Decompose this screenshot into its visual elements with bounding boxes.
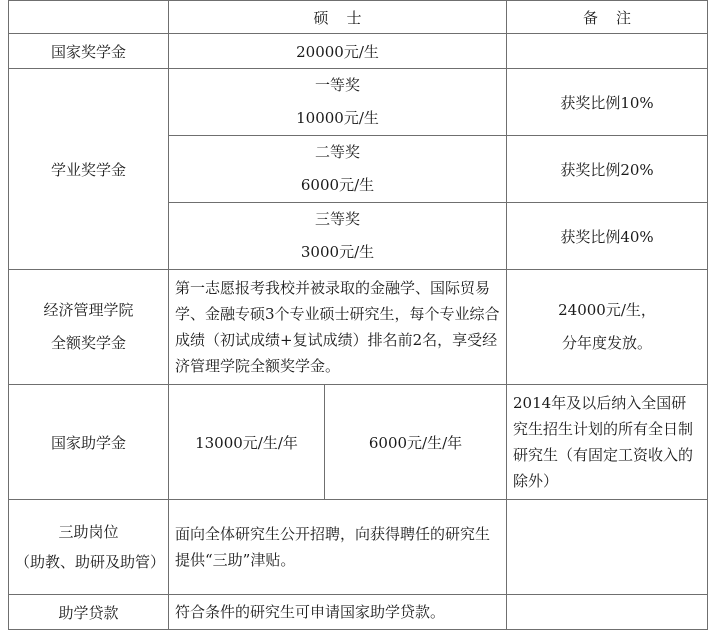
full-scholarship-description: 第一志愿报考我校并被录取的金融学、国际贸易学、金融专硕3个专业硕士研究生，每个专业综合成绩（初试成绩+复试成绩）排名前2名，享受经济管理学院全额奖学金。: [169, 270, 507, 385]
academic-tier-3: [169, 203, 507, 270]
label-line: 经济管理学院: [43, 301, 134, 319]
tier-remark: 获奖比例10%: [507, 69, 708, 136]
table-header-row: [9, 1, 708, 34]
row-label-national-scholarship: 国家奖学金: [9, 34, 169, 69]
academic-tier-2: [169, 136, 507, 203]
full-scholarship-remark: [507, 270, 708, 385]
tier-amount: 3000元/生: [300, 243, 375, 261]
row-label-national-grant: 国家助学金: [9, 385, 169, 500]
national-grant-remark: 2014年及以后纳入全国研究生招生计划的所有全日制研究生（有固定工资收入的除外）: [507, 385, 708, 500]
student-loan-description: 符合条件的研究生可申请国家助学贷款。: [169, 595, 507, 630]
tier-name: 二等奖: [315, 143, 361, 161]
table-row: [9, 34, 708, 69]
tier-name: 一等奖: [315, 76, 361, 94]
tier-remark: 获奖比例40%: [507, 203, 708, 270]
row-label-three-assistants: [9, 500, 169, 595]
table-row: [9, 385, 708, 500]
three-assistants-description: 面向全体研究生公开招聘，向获得聘任的研究生提供“三助”津贴。: [169, 500, 507, 595]
label-line: 全额奖学金: [50, 334, 126, 352]
student-loan-remark: [507, 595, 708, 630]
table-row: [9, 270, 708, 385]
header-empty-cell: [9, 1, 169, 34]
scholarship-table: [8, 0, 708, 630]
remark-line: 24000元/生，: [558, 301, 656, 319]
tier-name: 三等奖: [315, 210, 361, 228]
header-master: 硕士: [169, 1, 507, 34]
table-row: [9, 595, 708, 630]
label-line: 三助岗位: [58, 523, 119, 541]
header-remarks: 备注: [507, 1, 708, 34]
three-assistants-remark: [507, 500, 708, 595]
remark-line: 分年度发放。: [562, 334, 653, 352]
table-row: [9, 69, 708, 136]
national-scholarship-amount: 20000元/生: [169, 34, 507, 69]
row-label-full-scholarship: [9, 270, 169, 385]
tier-amount: 10000元/生: [296, 109, 379, 127]
tier-amount: 6000元/生: [300, 176, 375, 194]
tier-remark: 获奖比例20%: [507, 136, 708, 203]
national-scholarship-remark: [507, 34, 708, 69]
row-label-academic-scholarship: 学业奖学金: [9, 69, 169, 270]
national-grant-amount-a: 13000元/生/年: [169, 385, 325, 500]
row-label-student-loan: 助学贷款: [9, 595, 169, 630]
national-grant-amount-b: 6000元/生/年: [325, 385, 507, 500]
table-row: [9, 500, 708, 595]
label-line: （助教、助研及助管）: [15, 553, 166, 571]
academic-tier-1: [169, 69, 507, 136]
